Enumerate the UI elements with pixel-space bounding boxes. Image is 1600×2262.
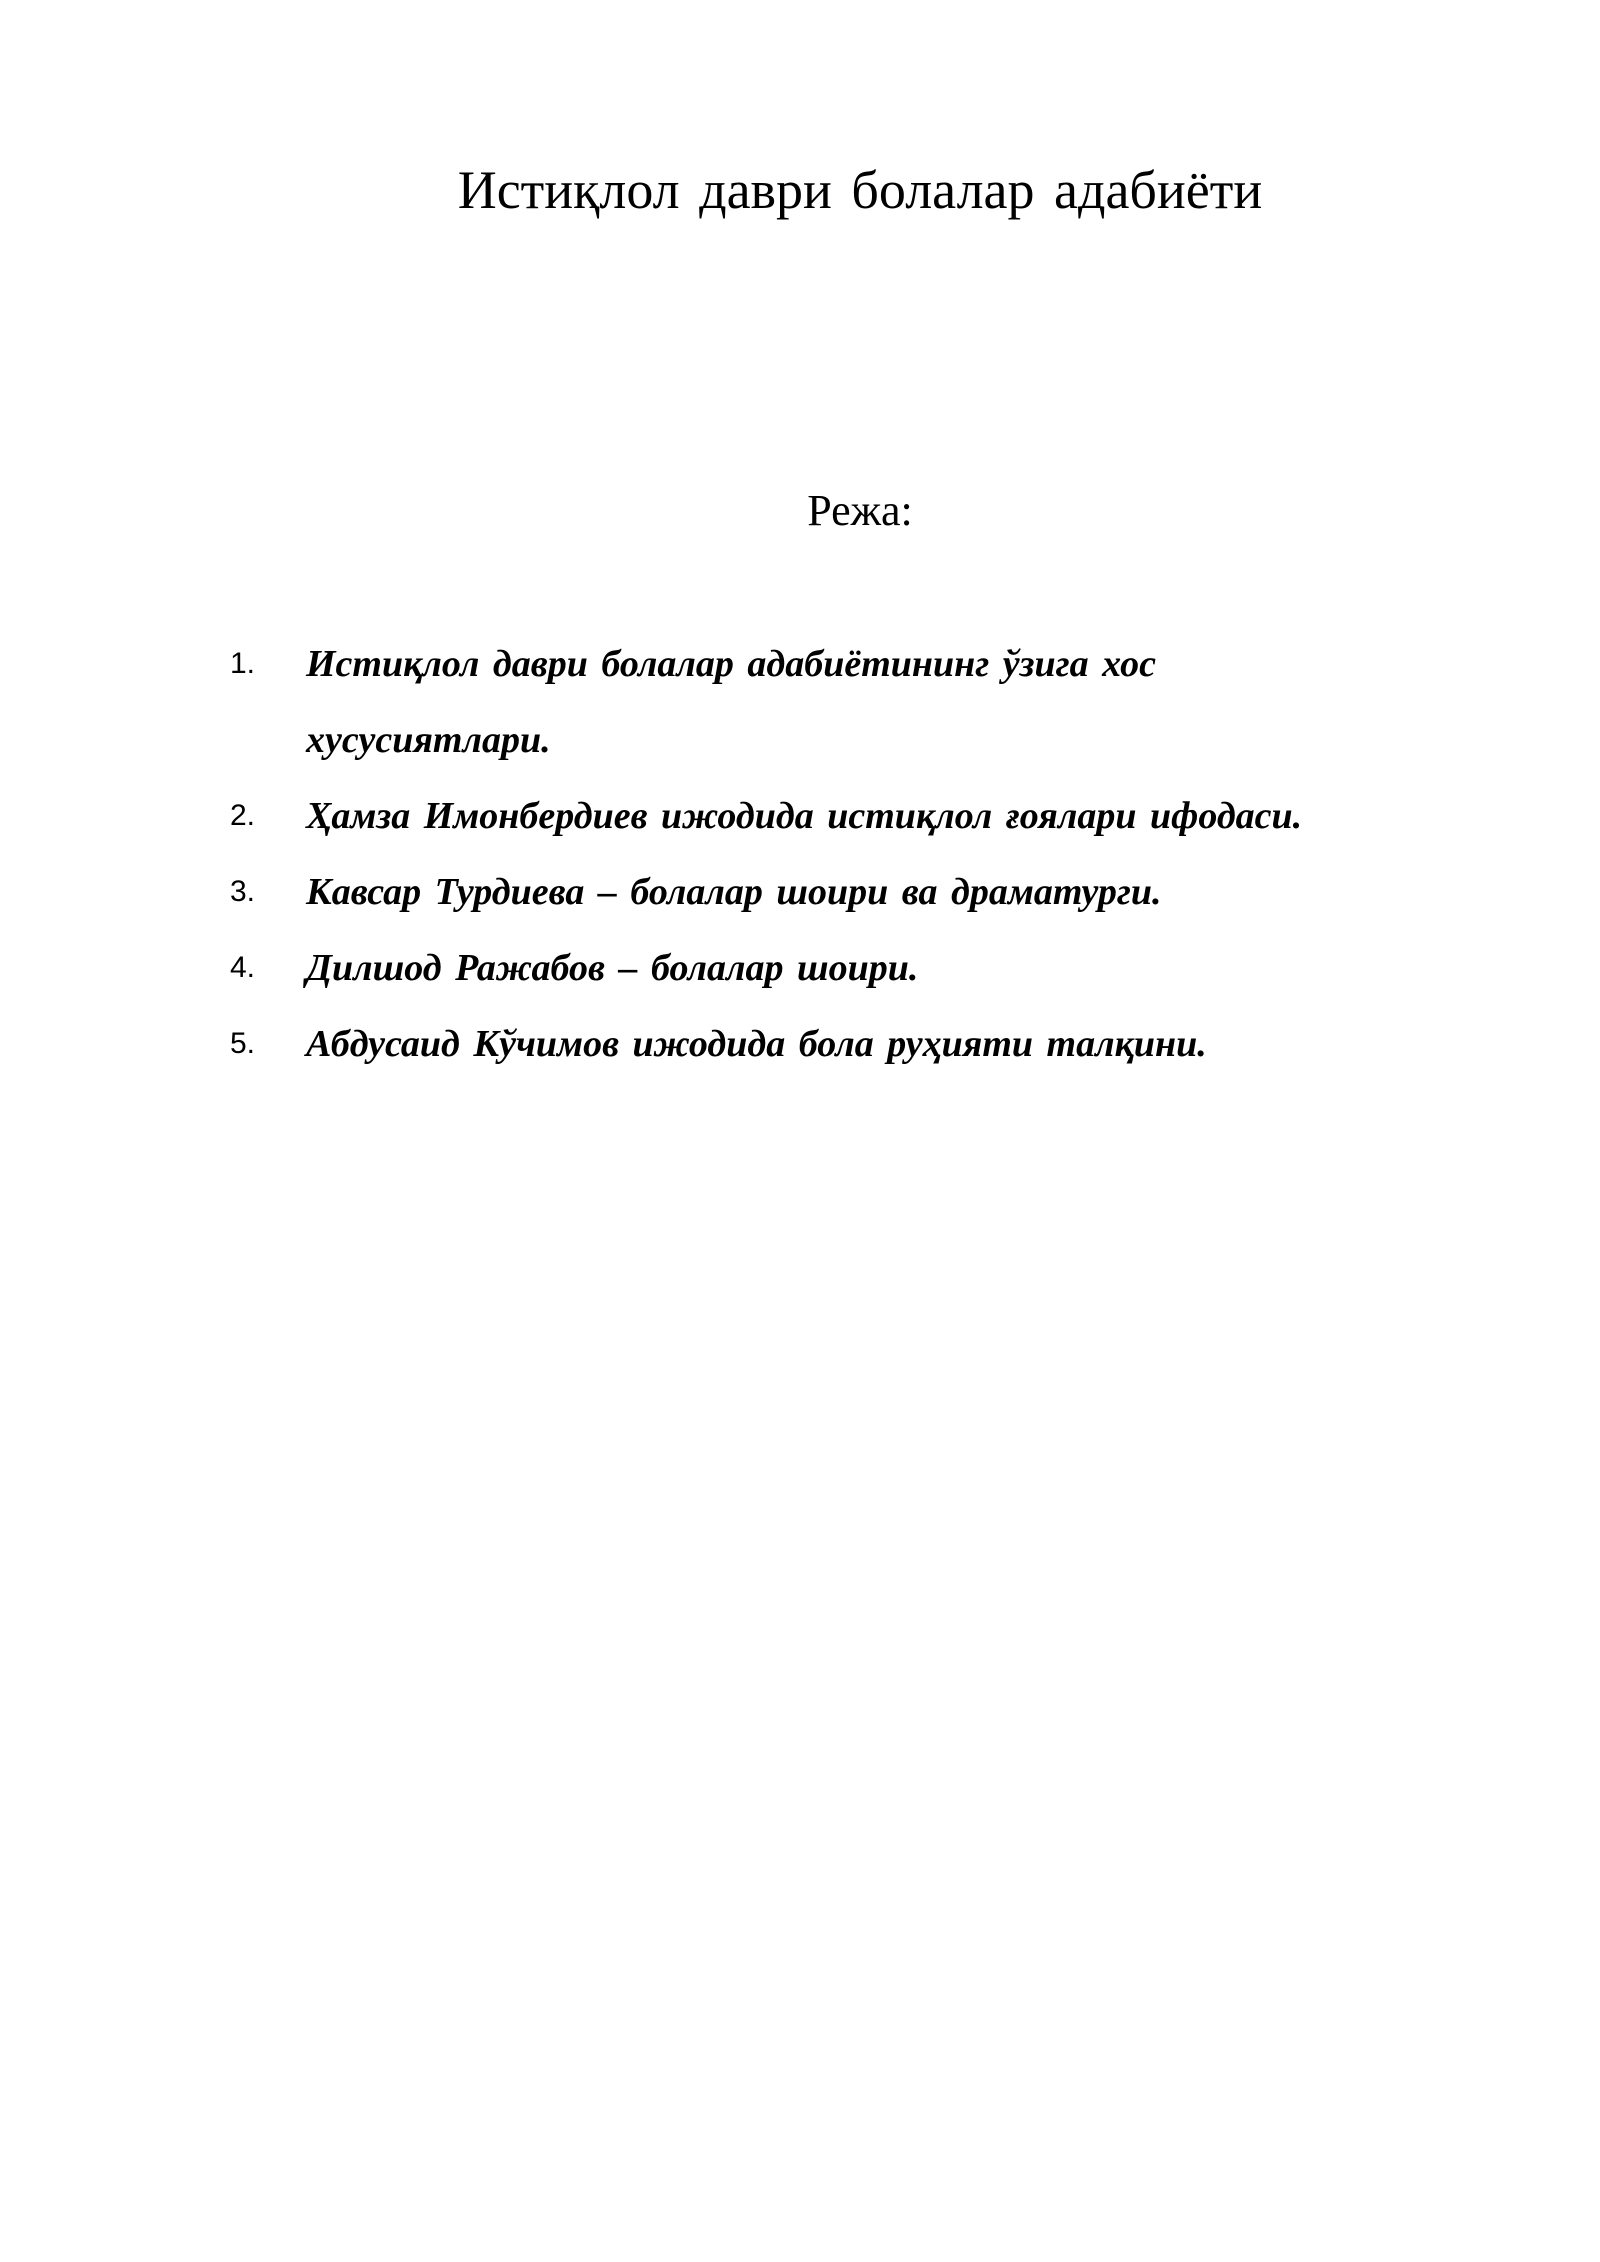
plan-item-5 — [230, 1006, 1500, 1082]
plan-item-3 — [230, 854, 1500, 930]
plan-item-number: 1. — [230, 647, 256, 680]
plan-item-text: Дилшод Ражабов – болалар шоири. — [306, 947, 919, 989]
plan-item-2 — [230, 778, 1500, 854]
plan-list — [230, 626, 1500, 1082]
plan-item-number: 4. — [230, 951, 256, 984]
plan-item-text: Ҳамза Имонбердиев ижодида истиқлол ғоялари ифодаси. — [306, 795, 1303, 837]
document-title: Истиқлол даври болалар адабиёти — [457, 160, 1263, 220]
plan-item-number: 3. — [230, 875, 256, 908]
plan-item-1 — [230, 626, 1500, 778]
plan-item-number: 5. — [230, 1027, 256, 1060]
plan-item-text: Истиқлол даври болалар адабиётининг ўзига хос хусусиятлари. — [306, 643, 1157, 761]
plan-item-4 — [230, 930, 1500, 1006]
plan-item-number: 2. — [230, 799, 256, 832]
plan-item-text: Кавсар Турдиева – болалар шоири ва драматурги. — [306, 871, 1162, 913]
plan-heading: Режа: — [807, 486, 913, 535]
plan-item-text: Абдусаид Кўчимов ижодида бола руҳияти талқини. — [306, 1023, 1207, 1065]
